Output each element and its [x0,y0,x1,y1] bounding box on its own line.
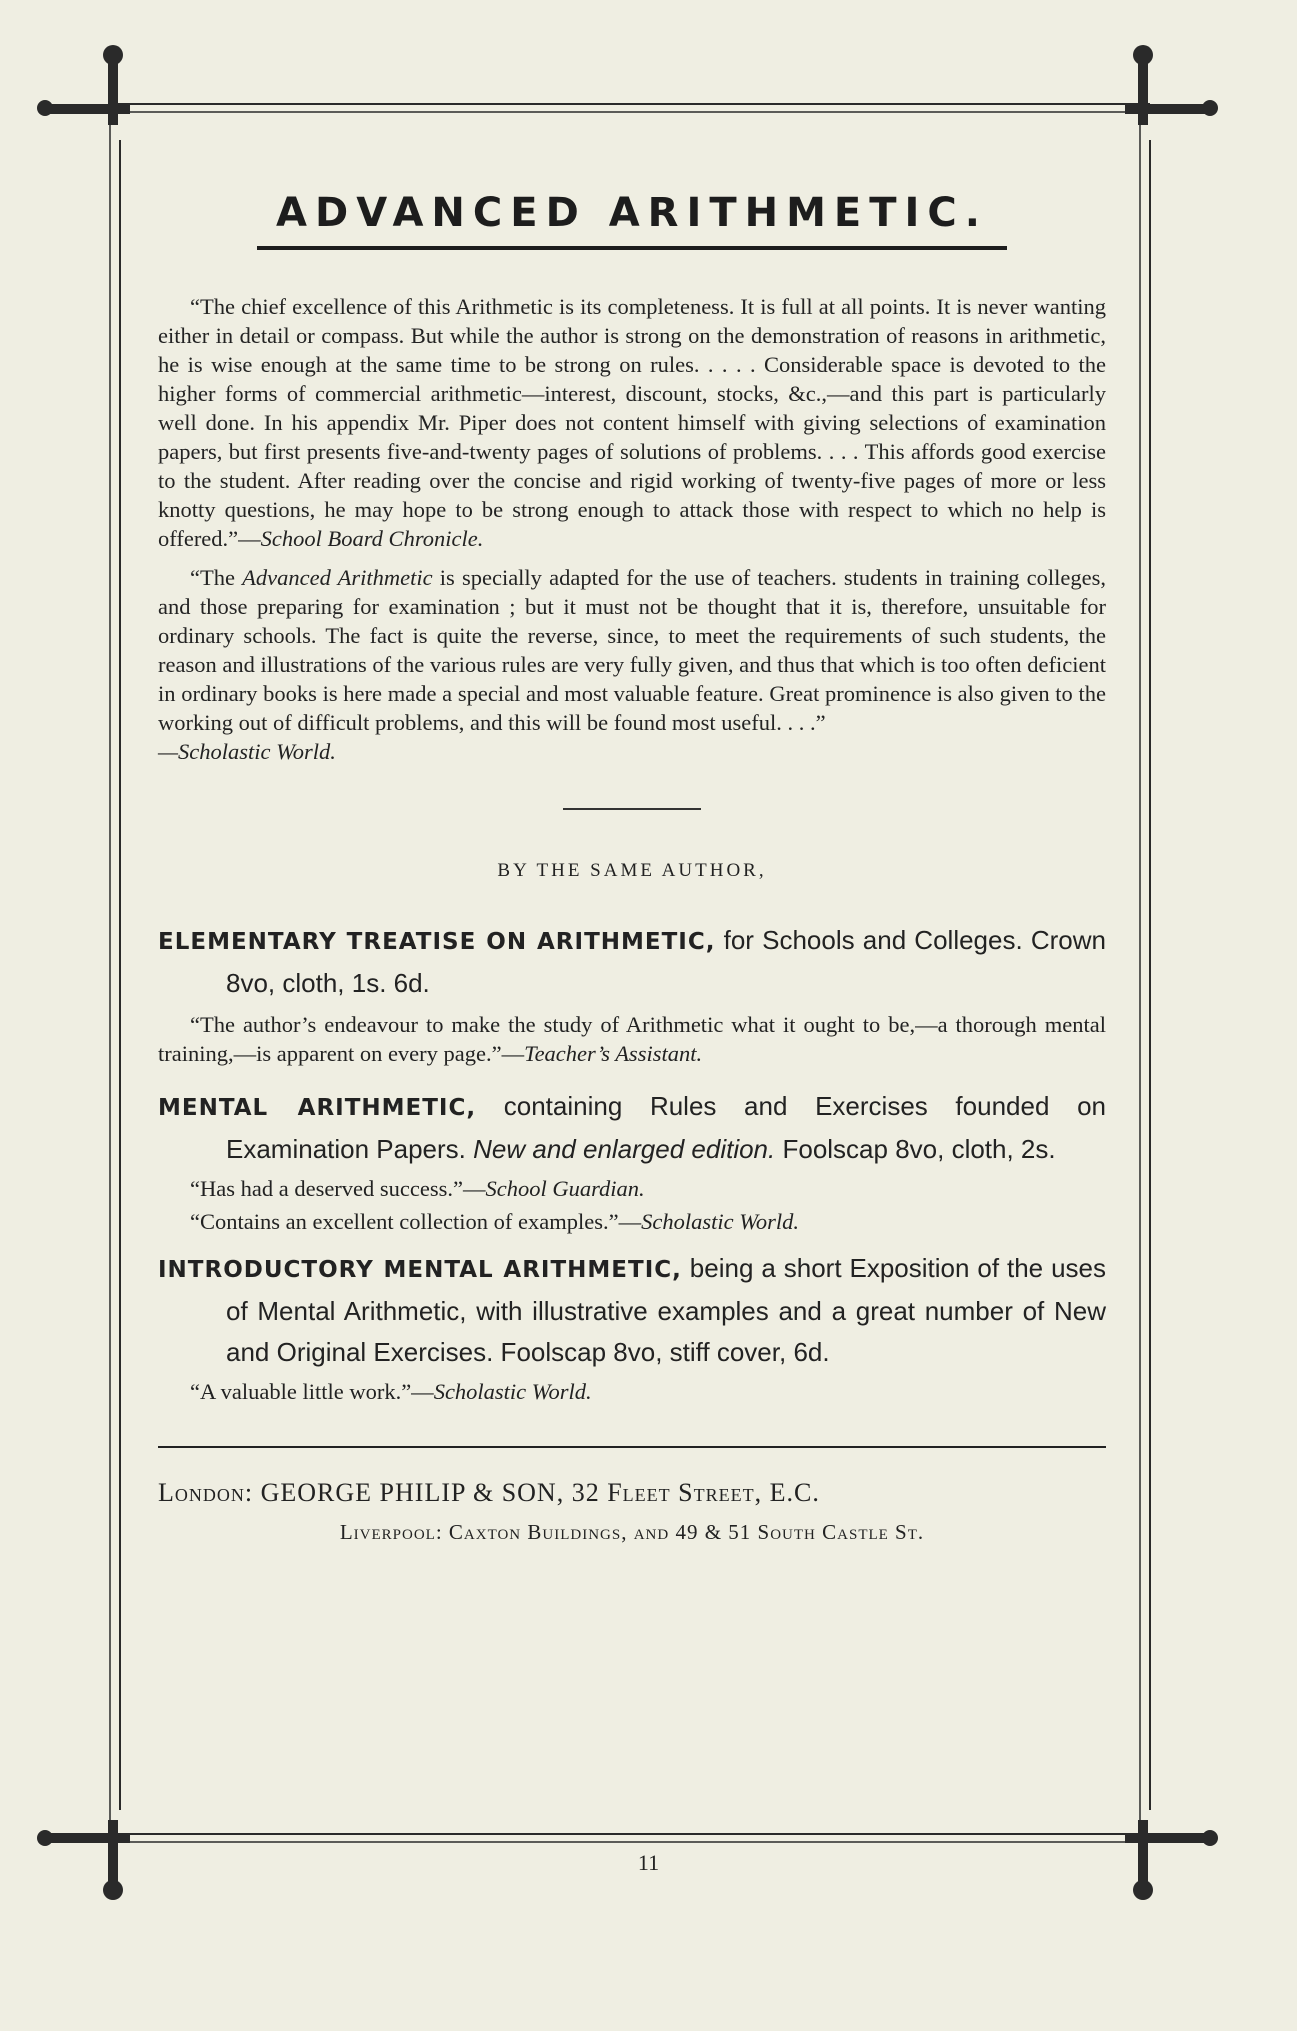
city-label: London: [158,1478,254,1507]
book-review-quote [158,1010,1106,1068]
review-text: is specially adapted for the use of teachers. students in training colleges, and those preparing for examination ; but it must not be thought that it is, therefore, unsuitable for ordinary schools. The fact is quite the reverse, since, to meet the requirements of such students, the reason and illustrations of the various rules are very fully given, and thus that which is too often deficient in ordinary books is here made a special and most valuable feature. Great prominence is also given to the working out of difficult problems, and this will be found most useful. . . .” [158,565,1107,735]
footer-rule [158,1446,1106,1448]
book-entry-introductory-mental-arithmetic [158,1248,1106,1373]
book-heading: ELEMENTARY TREATISE ON ARITHMETIC, [158,929,716,955]
book-description: being a short Exposition of the uses of Mental Arithmetic, with illustrative examples and a great number of New and Original Exercises. Foolscap 8vo, stiff cover, 6d. [226,1253,1106,1367]
book-description: for Schools and Colleges. Crown 8vo, cloth, 1s. 6d. [226,925,1106,998]
corner-ornament-top-right [1125,45,1218,125]
review-scholastic-world [158,563,1106,766]
book-title-italic: Advanced Arithmetic [242,565,433,590]
book-review-quote [158,1174,1106,1203]
quote-source: School Guardian. [485,1176,645,1201]
title-underline [257,246,1007,250]
quote-source: Scholastic World. [433,1379,592,1404]
quote-text: “Contains an excellent collection of examples.”— [190,1209,642,1234]
review-source: —Scholastic World. [158,739,336,764]
advertisement-content [158,190,1106,1545]
book-entry-elementary-treatise [158,920,1106,1004]
book-review-quote [158,1377,1106,1406]
quote-source: Teacher’s Assistant. [524,1041,703,1066]
edition-note: New and enlarged edition. [473,1134,776,1164]
publisher-liverpool [158,1520,1106,1545]
review-open-quote: “The [190,565,243,590]
review-source: School Board Chronicle. [260,526,484,551]
page-title: ADVANCED ARITHMETIC. [276,190,988,236]
book-entry-mental-arithmetic [158,1086,1106,1170]
book-description-price: Foolscap 8vo, cloth, 2s. [775,1134,1056,1164]
book-review-quote [158,1207,1106,1236]
quote-text: “Has had a deserved success.”— [190,1176,486,1201]
city-label: Liverpool: [339,1520,443,1544]
publisher-london [158,1478,1106,1508]
byline: BY THE SAME AUTHOR, [497,860,767,881]
section-divider [563,808,701,810]
publisher-address: GEORGE PHILIP & SON, 32 Fleet Street, E.C. [260,1478,820,1507]
quote-text: “A valuable little work.”— [190,1379,434,1404]
publisher-address: Caxton Buildings, and 49 & 51 South Castle St. [448,1520,925,1544]
quote-source: Scholastic World. [641,1209,800,1234]
book-heading: MENTAL ARITHMETIC, [158,1095,477,1121]
book-description: containing Rules and Exercises founded on Examination Papers. [226,1091,1106,1164]
review-text: “The chief excellence of this Arithmetic is its completeness. It is full at all points. It is never wanting either in detail or compass. But while the author is strong on the demonstration of reasons in arithmetic, he is wise enough at the same time to be strong on rules. . . . . Considerable space is devoted to the higher forms of commercial arithmetic—interest, discount, stocks, &c.,—and this part is particularly well done. In his appendix Mr. Piper does not content himself with giving selections of examination papers, but first presents five-and-twenty pages of solutions of problems. . . . This affords good exercise to the student. After reading over the concise and rigid working of twenty-five pages of more or less knotty questions, he may hope to be strong enough to attack those with respect to which no help is offered.”— [158,294,1106,551]
book-heading: INTRODUCTORY MENTAL ARITHMETIC, [158,1257,682,1283]
quote-text: “The author’s endeavour to make the study of Arithmetic what it ought to be,—a thorough mental training,—is apparent on every page.”— [158,1012,1106,1066]
review-school-board-chronicle [158,292,1106,553]
page-number: 11 [637,1850,660,1875]
corner-ornament-top-left [37,45,130,125]
